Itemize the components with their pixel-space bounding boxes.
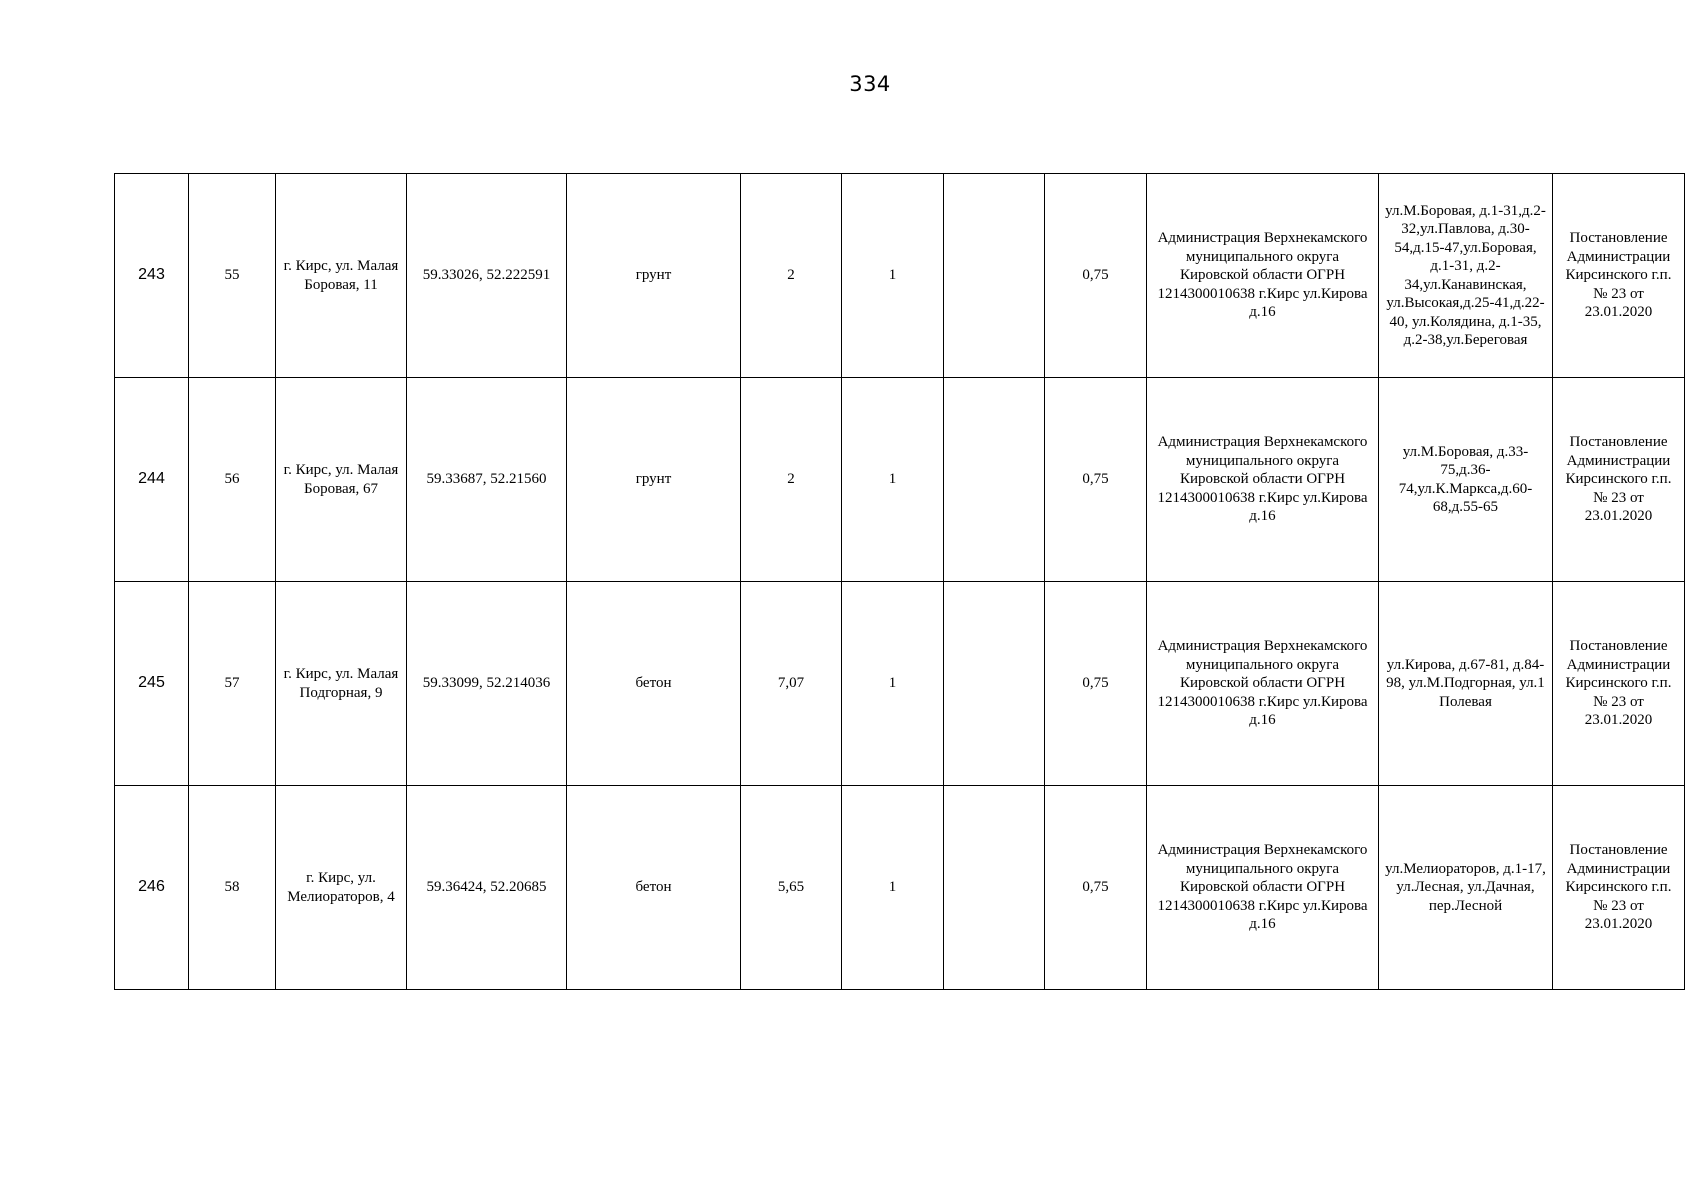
served-addresses-cell: ул.М.Боровая, д.33-75,д.36-74,ул.К.Маркса,д.60-68,д.55-65 — [1379, 378, 1553, 582]
area-cell: 2 — [741, 378, 842, 582]
coordinates-cell: 59.36424, 52.20685 — [407, 786, 567, 990]
table-row — [115, 786, 1685, 990]
volume-cell: 0,75 — [1045, 582, 1147, 786]
area-cell: 7,07 — [741, 582, 842, 786]
volume-cell: 0,75 — [1045, 378, 1147, 582]
surface-cell: бетон — [567, 582, 741, 786]
registry-table — [114, 173, 1685, 990]
volume-cell: 0,75 — [1045, 786, 1147, 990]
table-row — [115, 174, 1685, 378]
table-row — [115, 582, 1685, 786]
address-cell: г. Кирс, ул. Малая Подгорная, 9 — [276, 582, 407, 786]
sub-number-cell: 56 — [189, 378, 276, 582]
surface-cell: грунт — [567, 174, 741, 378]
coordinates-cell: 59.33099, 52.214036 — [407, 582, 567, 786]
owner-cell: Администрация Верхнекамского муниципального округа Кировской области ОГРН 1214300010638 г.Кирс ул.Кирова д.16 — [1147, 174, 1379, 378]
empty-cell — [944, 378, 1045, 582]
basis-cell: Постановление Администрации Кирсинского г.п. № 23 от 23.01.2020 — [1553, 786, 1685, 990]
page-number: 334 — [849, 72, 891, 96]
area-cell: 5,65 — [741, 786, 842, 990]
container-count-cell: 1 — [842, 786, 944, 990]
empty-cell — [944, 786, 1045, 990]
coordinates-cell: 59.33687, 52.21560 — [407, 378, 567, 582]
served-addresses-cell: ул.Кирова, д.67-81, д.84-98, ул.М.Подгорная, ул.1 Полевая — [1379, 582, 1553, 786]
row-number-cell: 243 — [115, 174, 189, 378]
volume-cell: 0,75 — [1045, 174, 1147, 378]
container-count-cell: 1 — [842, 378, 944, 582]
container-count-cell: 1 — [842, 582, 944, 786]
served-addresses-cell: ул.М.Боровая, д.1-31,д.2-32,ул.Павлова, д.30-54,д.15-47,ул.Боровая, д.1-31, д.2-34,ул.Канавинская, ул.Высокая,д.25-41,д.22-40, ул.Колядина, д.1-35, д.2-38,ул.Береговая — [1379, 174, 1553, 378]
area-cell: 2 — [741, 174, 842, 378]
owner-cell: Администрация Верхнекамского муниципального округа Кировской области ОГРН 1214300010638 г.Кирс ул.Кирова д.16 — [1147, 378, 1379, 582]
served-addresses-cell: ул.Мелиораторов, д.1-17, ул.Лесная, ул.Дачная, пер.Лесной — [1379, 786, 1553, 990]
table-row — [115, 378, 1685, 582]
empty-cell — [944, 174, 1045, 378]
container-count-cell: 1 — [842, 174, 944, 378]
address-cell: г. Кирс, ул. Малая Боровая, 11 — [276, 174, 407, 378]
sub-number-cell: 57 — [189, 582, 276, 786]
basis-cell: Постановление Администрации Кирсинского г.п. № 23 от 23.01.2020 — [1553, 378, 1685, 582]
row-number-cell: 245 — [115, 582, 189, 786]
sub-number-cell: 58 — [189, 786, 276, 990]
surface-cell: грунт — [567, 378, 741, 582]
row-number-cell: 244 — [115, 378, 189, 582]
surface-cell: бетон — [567, 786, 741, 990]
row-number-cell: 246 — [115, 786, 189, 990]
basis-cell: Постановление Администрации Кирсинского г.п. № 23 от 23.01.2020 — [1553, 582, 1685, 786]
address-cell: г. Кирс, ул. Мелиораторов, 4 — [276, 786, 407, 990]
basis-cell: Постановление Администрации Кирсинского г.п. № 23 от 23.01.2020 — [1553, 174, 1685, 378]
sub-number-cell: 55 — [189, 174, 276, 378]
coordinates-cell: 59.33026, 52.222591 — [407, 174, 567, 378]
empty-cell — [944, 582, 1045, 786]
owner-cell: Администрация Верхнекамского муниципального округа Кировской области ОГРН 1214300010638 г.Кирс ул.Кирова д.16 — [1147, 786, 1379, 990]
address-cell: г. Кирс, ул. Малая Боровая, 67 — [276, 378, 407, 582]
owner-cell: Администрация Верхнекамского муниципального округа Кировской области ОГРН 1214300010638 г.Кирс ул.Кирова д.16 — [1147, 582, 1379, 786]
